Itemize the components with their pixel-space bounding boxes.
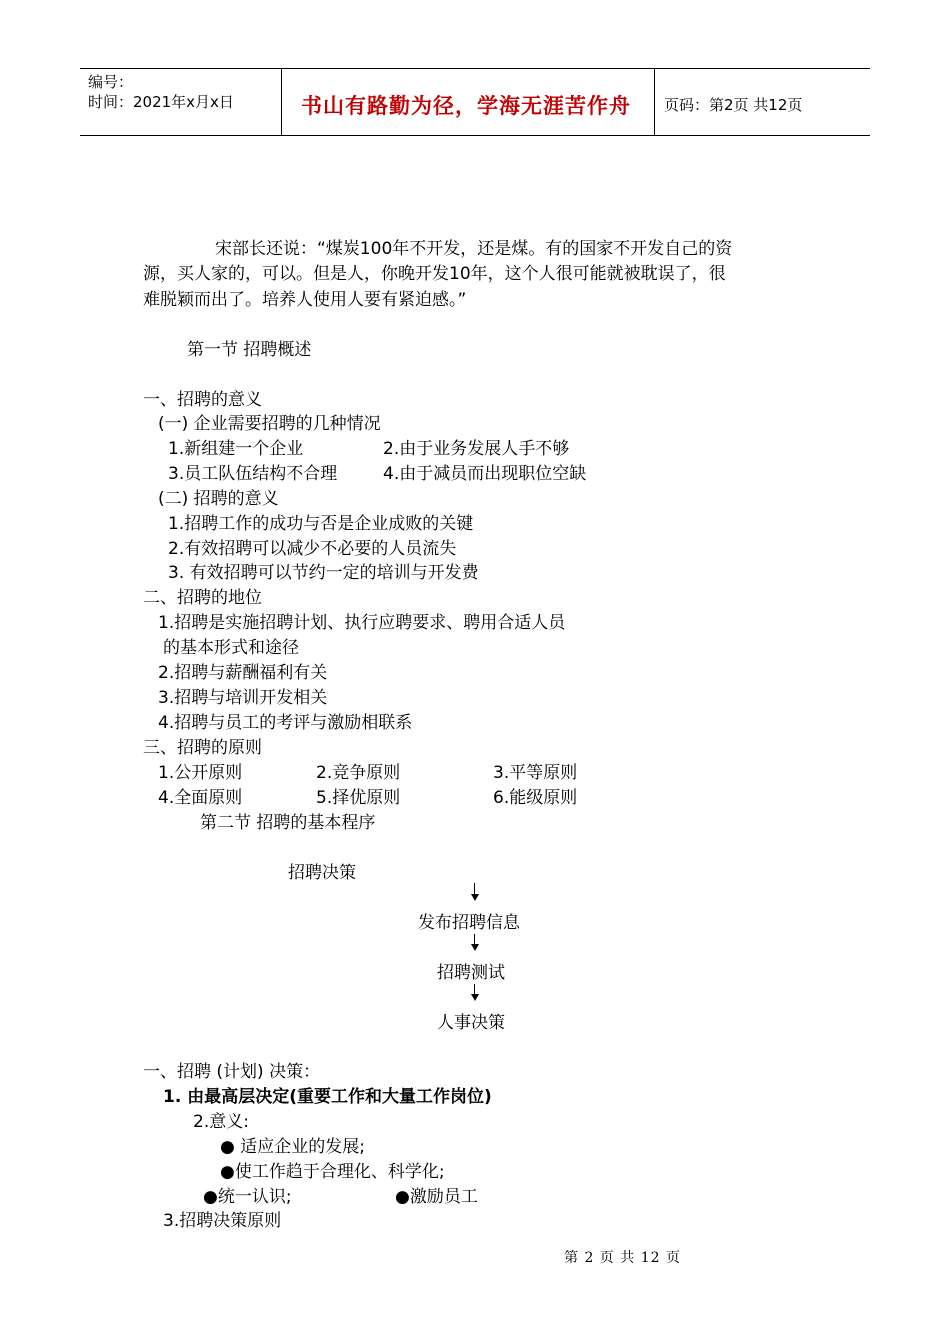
case-4: 4.由于减员而出现职位空缺 [383, 464, 587, 484]
outline-h1-sub2: (二) 招聘的意义 [158, 489, 279, 509]
decision-item-2: 2.意义: [193, 1112, 249, 1132]
meaning-3: 3. 有效招聘可以节约一定的培训与开发费 [168, 563, 479, 583]
position-1b: 的基本形式和途径 [163, 638, 299, 658]
decision-bullet-2: ●使工作趋于合理化、科学化; [220, 1162, 445, 1182]
meaning-2: 2.有效招聘可以减少不必要的人员流失 [168, 539, 457, 559]
case-3: 3.员工队伍结构不合理 [168, 464, 338, 484]
position-3: 3.招聘与培训开发相关 [158, 688, 328, 708]
header-divider-right [654, 68, 655, 136]
principle-3: 3.平等原则 [493, 763, 578, 783]
header-serial-label: 编号： [88, 73, 134, 91]
flow-step-3: 招聘测试 [437, 963, 505, 983]
principle-4: 4.全面原则 [158, 788, 243, 808]
intro-line-1: 宋部长还说：“煤炭100年不开发，还是煤。有的国家不开发自己的资 [215, 239, 733, 259]
decision-bullet-4: ●激励员工 [395, 1187, 478, 1207]
intro-line-2: 源，买人家的，可以。但是人，你晚开发10年，这个人很可能就被耽误了，很 [143, 264, 726, 284]
flow-step-4: 人事决策 [437, 1013, 505, 1033]
position-1a: 1.招聘是实施招聘计划、执行应聘要求、聘用合适人员 [158, 613, 566, 633]
principle-5: 5.择优原则 [316, 788, 401, 808]
principle-2: 2.竞争原则 [316, 763, 401, 783]
flow-arrowhead-2 [471, 944, 479, 951]
outline-h2: 二、招聘的地位 [143, 588, 262, 608]
header-top-border [80, 68, 870, 69]
principle-6: 6.能级原则 [493, 788, 578, 808]
section1-title: 第一节 招聘概述 [187, 340, 312, 360]
principle-1: 1.公开原则 [158, 763, 243, 783]
header-time-label: 时间：2021年x月x日 [88, 93, 234, 111]
decision-heading: 一、招聘 (计划) 决策： [143, 1062, 321, 1082]
header-divider-left [281, 68, 282, 136]
decision-item-3: 3.招聘决策原则 [163, 1211, 282, 1231]
decision-bullet-3: ●统一认识; [203, 1187, 292, 1207]
flow-step-1: 招聘决策 [288, 863, 356, 883]
decision-item-1: 1. 由最高层决定(重要工作和大量工作岗位) [163, 1087, 492, 1107]
case-2: 2.由于业务发展人手不够 [383, 439, 570, 459]
intro-line-3: 难脱颖而出了。培养人使用人要有紧迫感。” [143, 290, 467, 310]
header-bottom-border [80, 135, 870, 136]
case-1: 1.新组建一个企业 [168, 439, 304, 459]
flow-arrowhead-1 [471, 894, 479, 901]
header-page-label: 页码：第2页 共12页 [664, 96, 803, 114]
decision-bullet-1: ● 适应企业的发展; [220, 1137, 365, 1157]
flow-arrowhead-3 [471, 994, 479, 1001]
outline-h1-sub1: (一) 企业需要招聘的几种情况 [158, 414, 381, 434]
section2-title: 第二节 招聘的基本程序 [200, 813, 376, 833]
flow-step-2: 发布招聘信息 [418, 913, 520, 933]
position-4: 4.招聘与员工的考评与激励相联系 [158, 713, 413, 733]
position-2: 2.招聘与薪酬福利有关 [158, 663, 328, 683]
meaning-1: 1.招聘工作的成功与否是企业成败的关键 [168, 514, 474, 534]
footer-page-number: 第 2 页 共 12 页 [564, 1250, 681, 1266]
outline-h1: 一、招聘的意义 [143, 390, 262, 410]
header-motto: 书山有路勤为径，学海无涯苦作舟 [301, 94, 631, 118]
outline-h3: 三、招聘的原则 [143, 738, 262, 758]
